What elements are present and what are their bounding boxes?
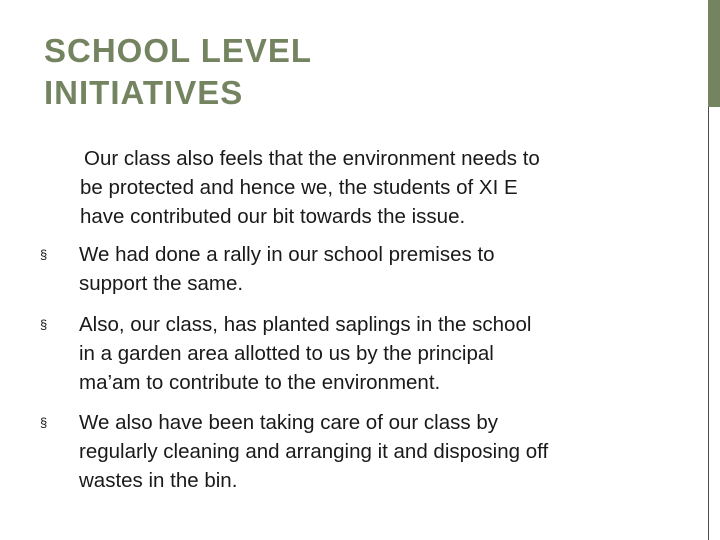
bullet-line: We had done a rally in our school premises to: [79, 243, 495, 266]
bullet-line: We also have been taking care of our class by: [79, 411, 498, 434]
bullet-line: Also, our class, has planted saplings in the school: [79, 313, 532, 336]
intro-line-1: Our class also feels that the environment needs to: [84, 147, 540, 170]
slide-title-line-1: SCHOOL LEVEL: [44, 32, 313, 69]
slide-title: [44, 30, 664, 114]
bullet-line: support the same.: [79, 272, 244, 295]
bullet-line: regularly cleaning and arranging it and disposing off: [79, 440, 549, 463]
bullet-marker-icon: §: [40, 317, 48, 332]
bullet-marker-icon: §: [40, 415, 48, 430]
accent-bar: [708, 0, 720, 107]
slide-title-line-2: INITIATIVES: [44, 74, 244, 111]
intro-paragraph: [80, 144, 640, 231]
intro-line-2: be protected and hence we, the students of XI E: [80, 176, 518, 199]
bullet-marker-icon: §: [40, 247, 48, 262]
bullet-line: ma’am to contribute to the environment.: [79, 371, 441, 394]
bullet-text: [79, 310, 649, 397]
right-divider-line: [708, 107, 709, 540]
bullet-text: [79, 240, 649, 298]
bullet-line: wastes in the bin.: [79, 469, 238, 492]
bullet-line: in a garden area allotted to us by the principal: [79, 342, 494, 365]
bullet-text: [79, 408, 649, 495]
intro-line-3: have contributed our bit towards the issue.: [80, 205, 466, 228]
